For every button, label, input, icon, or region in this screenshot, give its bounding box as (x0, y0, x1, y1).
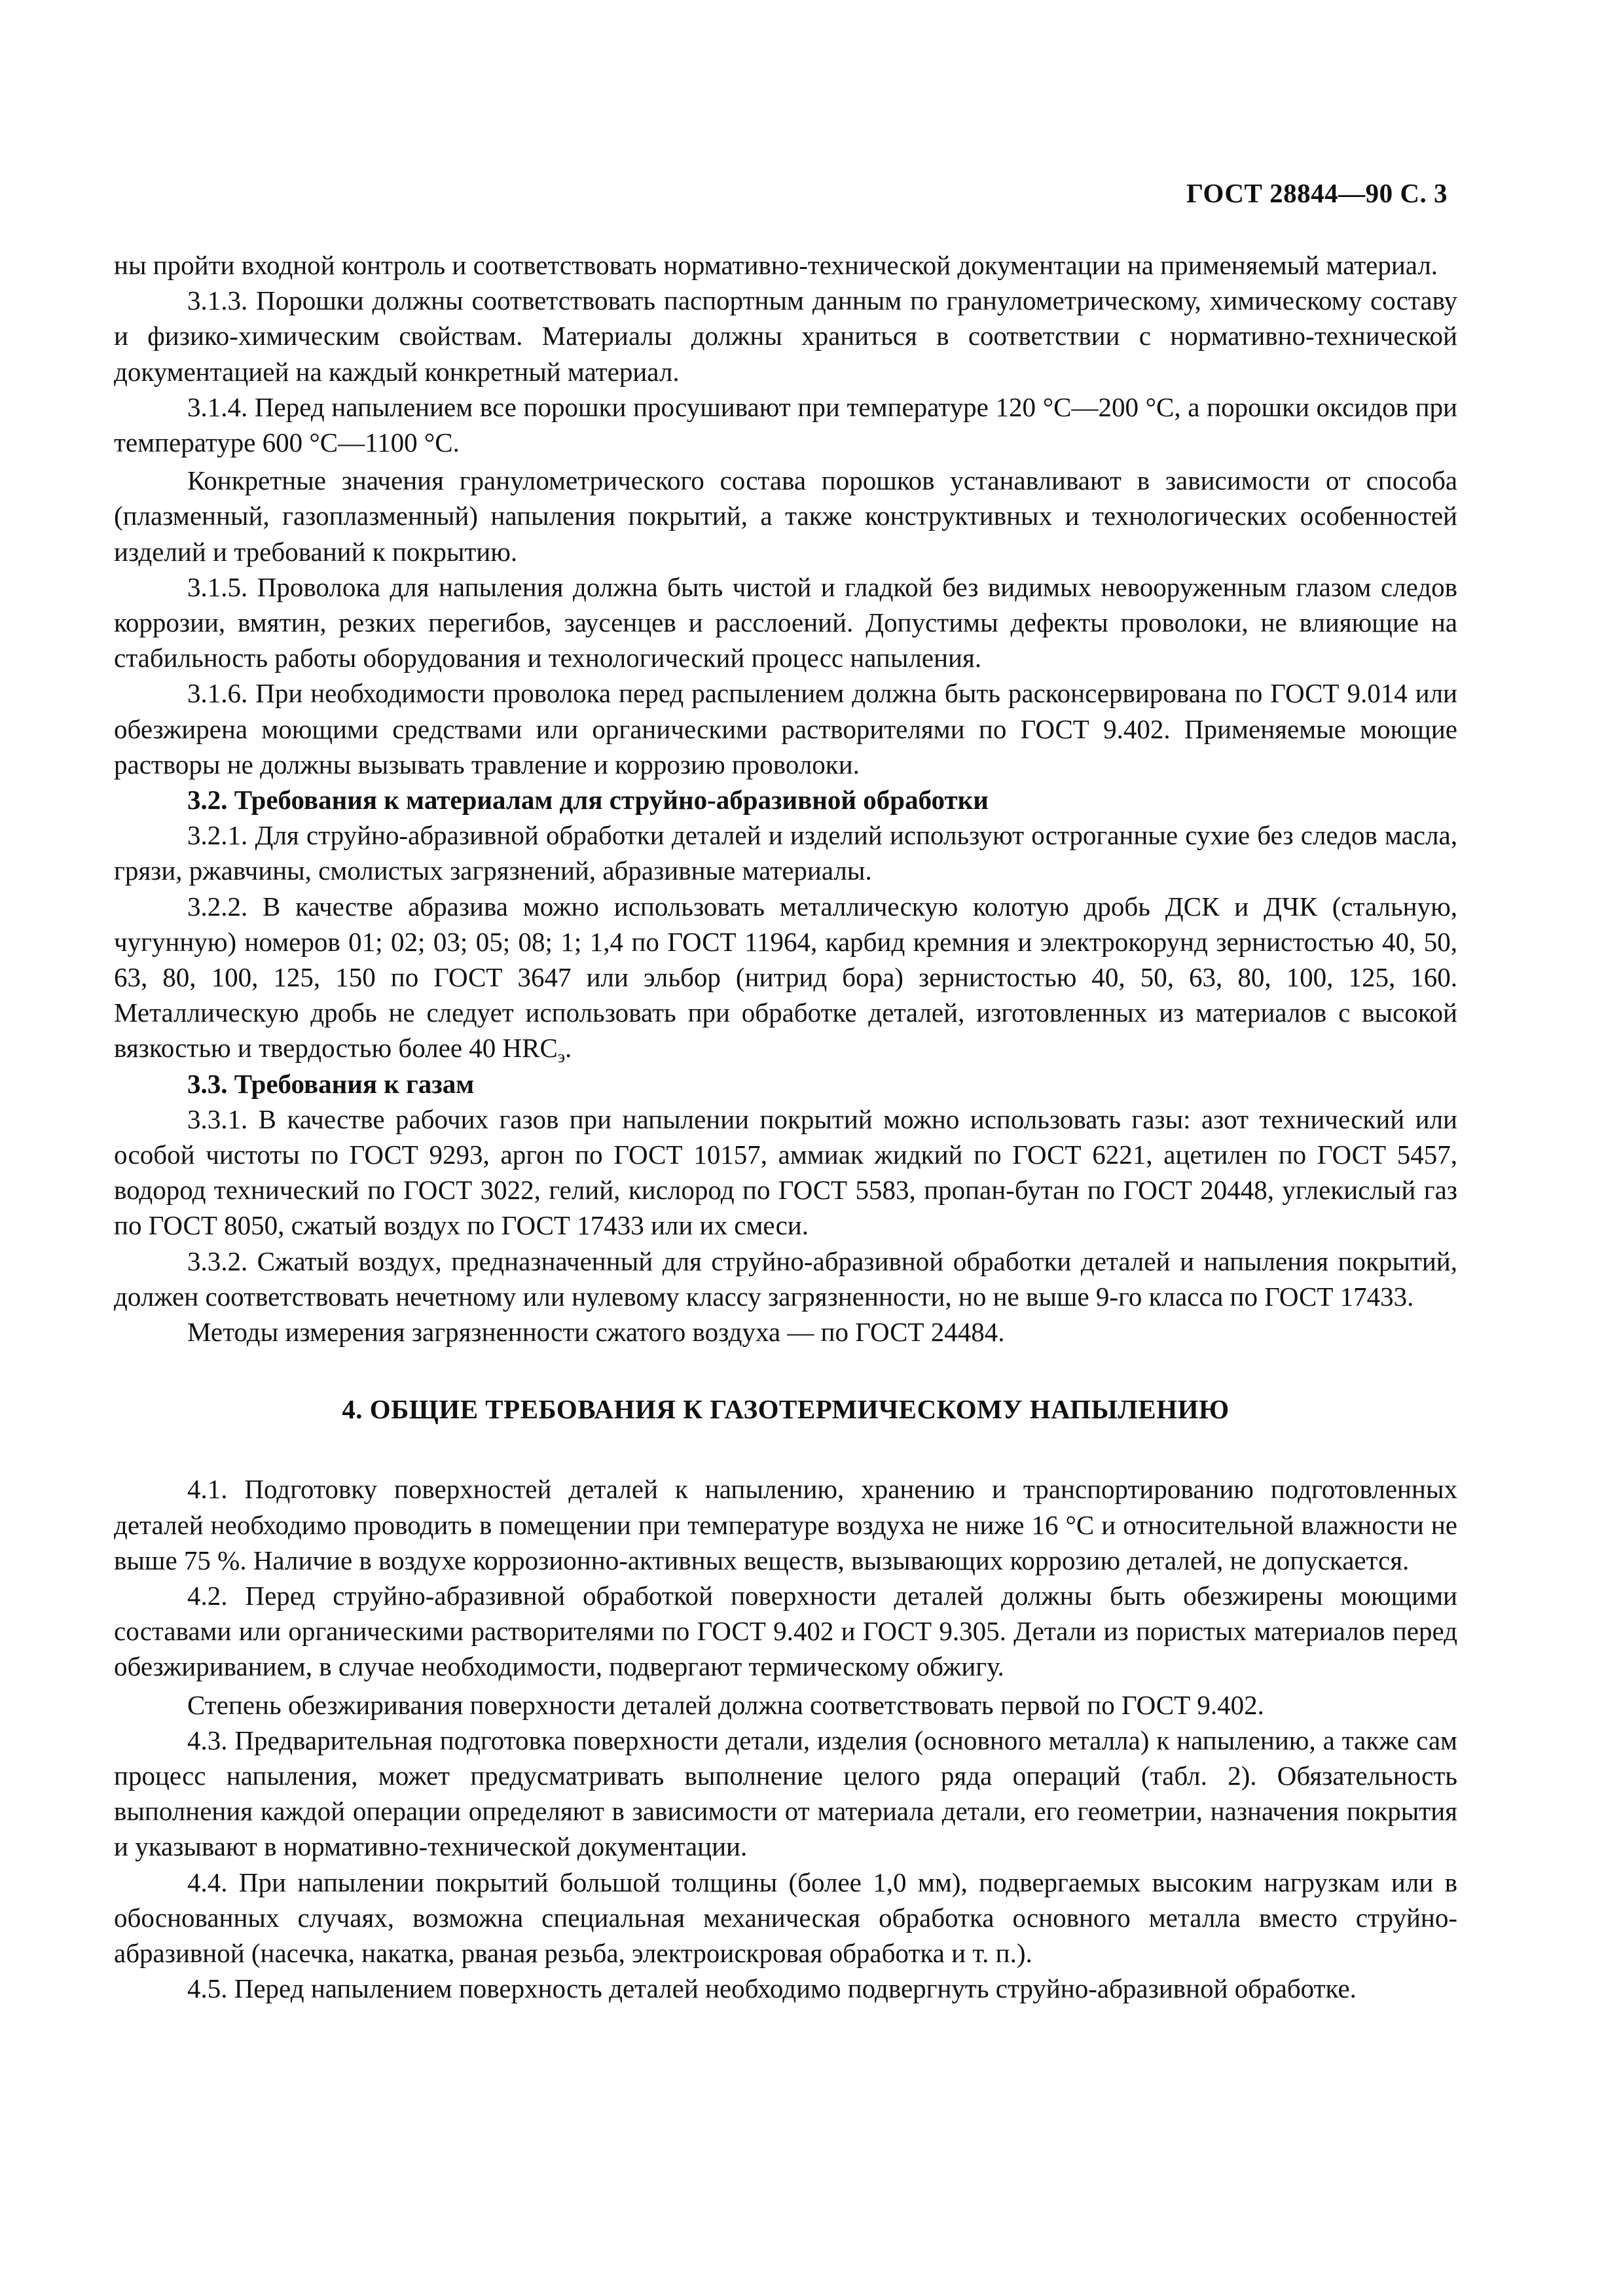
paragraph-3-1-4-note: Конкретные значения гранулометрического состава порошков устанавливают в зависимости от способа (плазменный, газоплазменный) напыления покрытий, а также конструктивных и технологических особенностей изделий и требований к покрытию. (114, 465, 1457, 567)
paragraph-4-1: 4.1. Подготовку поверхностей деталей к напылению, хранению и транспортированию подготовленных деталей необходимо проводить в помещении при температуре воздуха не ниже 16 °С и относительной влажности не выше 75 %. Наличие в воздухе коррозионно-активных веществ, вызывающих коррозию деталей, не допускается. (114, 1474, 1457, 1575)
hrc-subscript: э (557, 1047, 566, 1067)
paragraph-3-2-2-end: . (565, 1033, 572, 1064)
paragraph-3-1-6: 3.1.6. При необходимости проволока перед распылением должна быть расконсервирована по ГОСТ 9.014 или обезжирена моющими средствами или органическими растворителями по ГОСТ 9.402. Применяемые моющие растворы не должны вызывать травление и коррозию проволоки. (114, 678, 1457, 780)
subsection-heading-3-2: 3.2. Требования к материалам для струйно-абразивной обработки (187, 785, 989, 816)
document-body (114, 247, 1457, 2006)
paragraph-3-2-2-text: 3.2.2. В качестве абразива можно использовать металлическую колотую дробь ДСК и ДЧК (стальную, чугунную) номеров 01; 02; 03; 05; 08; 1; 1,4 по ГОСТ 11964, карбид кремния и электрокорунд зернистостью 40, 50, 63, 80, 100, 125, 150 по ГОСТ 3647 или эльбор (нитрид бора) зернистостью 40, 50, 63, 80, 100, 125, 160. Металлическую дробь не следует использовать при обработке деталей, изготовленных из материалов с высокой вязкостью и твердостью более 40 HRC (114, 891, 1457, 1064)
paragraph-3-1-4: 3.1.4. Перед напылением все порошки просушивают при температуре 120 °С—200 °С, а порошки оксидов при температуре 600 °С—1100 °С. (114, 391, 1457, 458)
paragraph-3-1-3: 3.1.3. Порошки должны соответствовать паспортным данным по гранулометрическому, химическому составу и физико-химическим свойствам. Материалы должны храниться в соответствии с нормативно-технической документацией на каждый конкретный материал. (114, 285, 1457, 387)
paragraph-3-3-2: 3.3.2. Сжатый воздух, предназначенный для струйно-абразивной обработки деталей и напыления покрытий, должен соответствовать нечетному или нулевому классу загрязненности, но не выше 9-го класса по ГОСТ 17433. (114, 1246, 1457, 1312)
paragraph-3-3-1: 3.3.1. В качестве рабочих газов при напылении покрытий можно использовать газы: азот технический или особой чистоты по ГОСТ 9293, аргон по ГОСТ 10157, аммиак жидкий по ГОСТ 6221, ацетилен по ГОСТ 5457, водород технический по ГОСТ 3022, гелий, кислород по ГОСТ 5583, пропан-бутан по ГОСТ 20448, углекислый газ по ГОСТ 8050, сжатый воздух по ГОСТ 17433 или их смеси. (114, 1103, 1457, 1241)
paragraph-4-3: 4.3. Предварительная подготовка поверхности детали, изделия (основного металла) к напылению, а также сам процесс напыления, может предусматривать выполнение целого ряда операций (табл. 2). Обязательность выполнения каждой операции определяют в зависимости от материала детали, его геометрии, назначения покрытия и указывают в нормативно-технической документации. (114, 1725, 1457, 1862)
paragraph-4-4: 4.4. При напылении покрытий большой толщины (более 1,0 мм), подвергаемых высоким нагрузкам или в обоснованных случаях, возможна специальная механическая обработка основного металла вместо струйно-абразивной (насечка, накатка, рваная резьба, электроискровая обработка и т. п.). (114, 1867, 1457, 1968)
section-heading-4: 4. ОБЩИЕ ТРЕБОВАНИЯ К ГАЗОТЕРМИЧЕСКОМУ НАПЫЛЕНИЮ (342, 1394, 1230, 1425)
paragraph-4-2: 4.2. Перед струйно-абразивной обработкой поверхности деталей должны быть обезжирены моющими составами или органическими растворителями по ГОСТ 9.402 и ГОСТ 9.305. Детали из пористых материалов перед обезжириванием, в случае необходимости, подвергают термическому обжигу. (114, 1580, 1457, 1682)
subsection-heading-3-3: 3.3. Требования к газам (187, 1068, 475, 1099)
paragraph-4-2-note: Степень обезжиривания поверхности деталей должна соответствовать первой по ГОСТ 9.402. (187, 1689, 1264, 1720)
paragraph-4-5: 4.5. Перед напылением поверхность деталей необходимо подвергнуть струйно-абразивной обработке. (187, 1973, 1357, 2004)
paragraph-3-2-2 (114, 889, 1457, 1066)
paragraph-3-2-1: 3.2.1. Для струйно-абразивной обработки деталей и изделий используют остроганные сухие без следов масла, грязи, ржавчины, смолистых загрязнений, абразивные материалы. (114, 820, 1457, 886)
paragraph-continuation: ны пройти входной контроль и соответствовать нормативно-технической документации на применяемый материал. (114, 250, 1438, 280)
page-header: ГОСТ 28844—90 С. 3 (1186, 178, 1448, 208)
paragraph-3-1-5: 3.1.5. Проволока для напыления должна быть чистой и гладкой без видимых невооруженным глазом следов коррозии, вмятин, резких перегибов, заусенцев и расслоений. Допустимы дефекты проволоки, не влияющие на стабильность работы оборудования и технологический процесс напыления. (114, 571, 1457, 673)
paragraph-3-3-2-note: Методы измерения загрязненности сжатого воздуха — по ГОСТ 24484. (187, 1317, 1005, 1348)
